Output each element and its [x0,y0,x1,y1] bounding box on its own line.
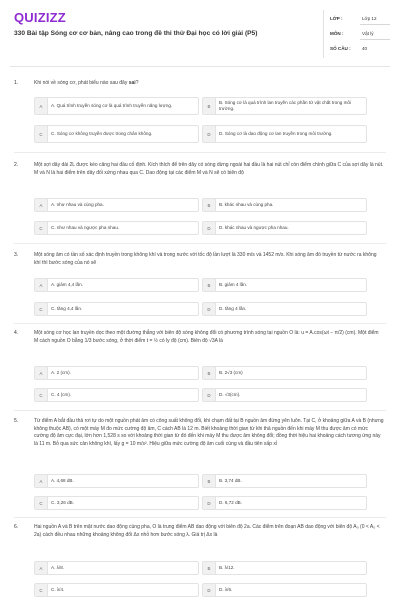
option-letter: D [203,389,216,401]
question-number: 2. [14,162,19,168]
option-text: C. 3,26 dB. [51,500,74,505]
option-c[interactable] [34,388,199,402]
option-d[interactable] [202,388,367,402]
option-b[interactable] [202,97,367,115]
divider [360,39,390,40]
option-text: B. 3,74 dB. [219,478,242,483]
divider [14,152,386,153]
option-text: B. khác nhau và cùng pha. [219,202,274,207]
question-text: Một sợi dây dài 2L được kéo căng hai đầu cố định. Kích thích để trên dây có sóng dừng ngoài hai đầu là hai nút chỉ còn điểm chính giữa C của sợi dây là nút. M và N là hai điểm trên dây đối xứng nhau qua C. Dao động tại các điểm M và N sẽ có biên độ [34,162,384,176]
option-letter: A [35,367,48,379]
option-text: C. λ/4. [51,587,65,592]
option-letter: B [203,279,216,291]
option-letter: D [203,303,216,315]
option-c[interactable] [34,496,199,510]
option-text: A. giảm 4,4 lần. [51,282,83,287]
question-text: Một sóng âm có tần số xác định truyền trong không khí và trong nước với tốc độ lần lượt là 330 m/s và 1452 m/s. Khi sóng âm đó truyền từ nước ra không khí thì bước sóng của nó sẽ [34,252,377,266]
option-text: B. giảm 4 lần. [219,282,248,287]
option-letter: D [203,222,216,234]
option-letter: A [35,279,48,291]
option-text: A. Quá trình truyền sóng cơ là quá trình truyền năng lượng. [51,103,173,108]
question-text: Từ điểm A bắt đầu thả rơi tự do một nguồn phát âm có công suất không đổi, khi chạm đất tại B nguồn âm đứng yên luôn. Tại C, ở khoảng giữa A và B (nhưng không thuộc AB), có một máy M đo mức cường độ âm, C cách AB là 12 m. Biết khoảng thời gian từ khi thả nguồn đến khi máy M thu được âm có mức cường độ âm cực đại, lớn hơn 1,528 s so với khoảng thời gian từ đó đến khi máy M thu được âm không đổi; đồng thời hiệu hai khoảng cách tương ứng này là 11 m. Bỏ qua sức cản không khí, lấy g = 10 m/s². Hiệu giữa mức cường độ âm cuối cùng và đầu tiên xấp xỉ [34,418,384,447]
option-c[interactable] [34,583,199,597]
question-number: 3. [14,252,19,258]
option-d[interactable] [202,583,367,597]
option-d[interactable] [202,496,367,510]
divider [360,24,390,25]
option-c[interactable] [34,302,199,316]
header-divider [10,66,390,67]
option-letter: D [203,497,216,509]
option-a[interactable] [34,474,199,488]
option-d[interactable] [202,221,367,235]
divider [14,243,386,244]
option-text: D. λ/6. [219,587,233,592]
option-letter: B [203,199,216,211]
subject-value: Vật lý [362,31,374,36]
option-letter: A [35,475,48,487]
option-b[interactable] [202,366,367,380]
class-label: LỚP : [330,16,343,21]
page-title: 330 Bài tập Sóng cơ cơ bản, nâng cao trong đề thi thử Đại học có lời giải (P5) [14,30,258,37]
option-letter: A [35,199,48,211]
question-text: Một sóng cơ học lan truyền dọc theo một đường thẳng với biên độ sóng không đổi có phương trình sóng tại nguồn O là: u = A.cos(ωt − π/2) (cm). Một điểm M cách nguồn O bằng 1/3 bước sóng, ở thời điểm t = ½ có ly độ (cm). Biên độ √3A là [34,330,379,344]
option-a[interactable] [34,278,199,292]
header [0,0,400,64]
question-number: 1. [14,80,19,86]
divider [14,410,386,411]
option-letter: C [35,497,48,509]
count-value: 40 [362,46,368,51]
option-letter: B [203,562,216,574]
option-d[interactable] [202,302,367,316]
question-number: 5. [14,418,19,424]
option-text: C. Sóng cơ không truyền được trong chân không. [51,131,153,136]
option-b[interactable] [202,198,367,212]
subject-label: MÔN : [330,31,344,36]
option-text: C. như nhau và ngược pha nhau. [51,225,120,230]
option-text: D. khác nhau và ngược pha nhau. [219,225,289,230]
option-c[interactable] [34,125,199,143]
option-text: A. 4,68 dB. [51,478,74,483]
quizizz-logo: QUIZIZZ [14,10,66,25]
option-letter: C [35,584,48,596]
class-value: Lớp 12 [362,16,377,21]
option-a[interactable] [34,561,199,575]
divider [323,10,324,58]
option-letter: B [203,367,216,379]
question-number: 4. [14,330,19,336]
question-text: Khi nói về sóng cơ, phát biểu nào sau đây sai? [34,80,139,86]
option-text: A. λ/8. [51,565,65,570]
option-text: D. Sóng cơ là dao động cơ lan truyền trong môi trường. [219,131,333,136]
option-a[interactable] [34,97,199,115]
option-letter: A [35,98,48,114]
option-letter: A [35,562,48,574]
option-letter: C [35,126,48,142]
divider [14,517,386,518]
option-text: D. √3(cm). [219,392,241,397]
option-letter: C [35,222,48,234]
option-a[interactable] [34,366,199,380]
option-text: D. tăng 4 lần. [219,306,247,311]
divider [14,323,386,324]
option-b[interactable] [202,561,367,575]
option-a[interactable] [34,198,199,212]
count-label: SỐ CÂU : [330,46,351,51]
option-text: C. tăng 4,4 lần. [51,306,83,311]
option-b[interactable] [202,278,367,292]
option-letter: B [203,475,216,487]
option-text: B. 2√3 (cm) [219,370,243,375]
option-letter: C [35,303,48,315]
option-text: A. 2 (cm). [51,370,71,375]
option-text: D. 6,72 dB. [219,500,242,505]
option-letter: B [203,98,216,114]
option-letter: C [35,389,48,401]
question-text: Hai nguồn A và B trên mặt nước dao động cùng pha, O là trung điểm AB dao động với biên độ 2a. Các điểm trên đoạn AB dao động với biên độ A₀ (0 < A₀ < 2a) cách đều nhau những khoảng không đổi Δx nhỏ hơn bước sóng λ. Giá trị Δx là [34,524,380,538]
option-d[interactable] [202,125,367,143]
option-b[interactable] [202,474,367,488]
option-text: B. Sóng cơ là quá trình lan truyền các phần tử vật chất trong môi trường. [219,100,351,111]
question-number: 6. [14,524,19,530]
option-text: B. λ/12. [219,565,235,570]
option-text: A. như nhau và cùng pha. [51,202,104,207]
option-letter: D [203,126,216,142]
option-letter: D [203,584,216,596]
option-c[interactable] [34,221,199,235]
option-text: C. 4 (cm). [51,392,72,397]
